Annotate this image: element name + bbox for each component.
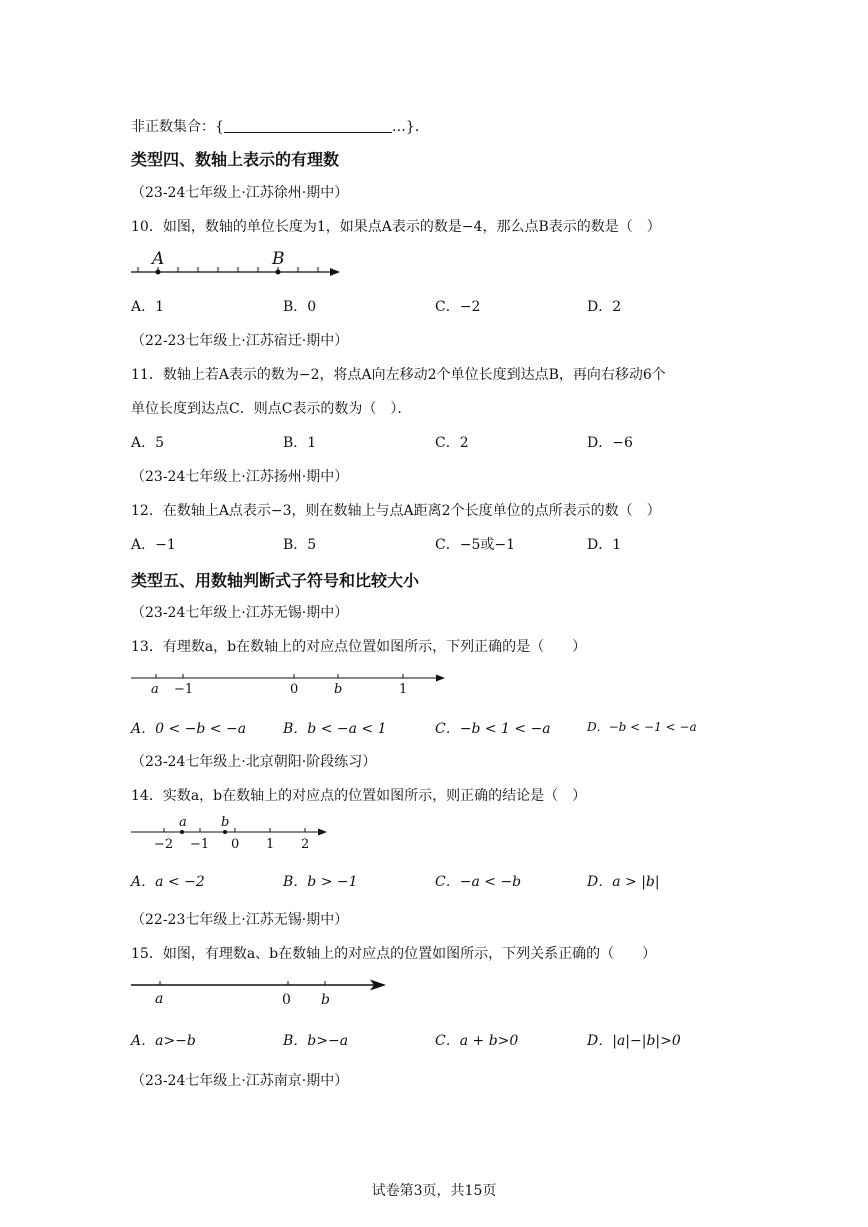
q15-source: （22-23七年级上·江苏无锡·期中）: [131, 912, 349, 928]
q11-text-line1: 11．数轴上若A表示的数为−2，将点A向左移动2个单位长度到达点B，再向右移动6个: [131, 367, 666, 383]
q10-option-d[interactable]: D．2: [587, 299, 622, 315]
q13-label-0: 0: [290, 682, 299, 697]
q13-label-neg1: −1: [174, 682, 194, 697]
q12-text: 12．在数轴上A点表示−3，则在数轴上与点A距离2个长度单位的点所表示的数（ ）: [131, 503, 661, 519]
q10-source: （23-24七年级上·江苏徐州·期中）: [131, 185, 349, 201]
q14-label-2: 2: [301, 837, 310, 852]
q14-source: （23-24七年级上·北京朝阳·阶段练习）: [131, 754, 377, 770]
q13-option-c[interactable]: C．−b < 1 < −a: [435, 721, 551, 737]
q13-option-b[interactable]: B．b < −a < 1: [283, 721, 387, 737]
q14-label-0: 0: [231, 837, 240, 852]
q12-source: （23-24七年级上·江苏扬州·期中）: [131, 469, 349, 485]
q14-label-b: b: [221, 815, 230, 830]
q15-label-b: b: [321, 992, 330, 1008]
q14-label-1: 1: [266, 837, 275, 852]
q14-option-c[interactable]: C．−a < −b: [435, 874, 522, 890]
q10-option-b[interactable]: B．0: [283, 299, 317, 315]
q13-source: （23-24七年级上·江苏无锡·期中）: [131, 605, 349, 621]
page-footer: 试卷第3页，共15页: [371, 1183, 497, 1199]
nonpositive-set-prefix: 非正数集合：{: [131, 119, 224, 135]
q13-number-line: [128, 668, 450, 702]
q11-source: （22-23七年级上·江苏宿迁·期中）: [131, 333, 349, 349]
q11-option-d[interactable]: D．−6: [587, 435, 633, 451]
q15-option-d[interactable]: D．|a|−|b|>0: [587, 1033, 681, 1049]
q14-text: 14．实数a，b在数轴上的对应点的位置如图所示，则正确的结论是（ ）: [131, 788, 587, 804]
q12-option-c[interactable]: C．−5或−1: [435, 537, 515, 553]
section-5-title: 类型五、用数轴判断式子符号和比较大小: [131, 571, 420, 590]
q13-label-a: a: [151, 682, 159, 697]
q10-label-a: A: [152, 249, 165, 269]
q10-number-line: [128, 248, 348, 282]
q11-option-b[interactable]: B．1: [283, 435, 317, 451]
q15-number-line: [128, 975, 390, 1011]
q14-label-a: a: [179, 815, 187, 830]
q14-label-neg2: −2: [154, 837, 174, 852]
q15-option-b[interactable]: B．b>−a: [283, 1033, 349, 1049]
q10-text: 10．如图，数轴的单位长度为1，如果点A表示的数是−4，那么点B表示的数是（ ）: [131, 219, 661, 235]
q14-number-line: [128, 812, 334, 852]
q15-label-0: 0: [282, 992, 291, 1008]
q10-label-b: B: [272, 249, 285, 269]
nonpositive-set-suffix: …}．: [391, 119, 429, 135]
q14-option-a[interactable]: A．a < −2: [131, 874, 205, 890]
q11-option-a[interactable]: A．5: [131, 435, 165, 451]
q15-option-c[interactable]: C．a + b>0: [435, 1033, 519, 1049]
q13-text: 13．有理数a，b在数轴上的对应点位置如图所示，下列正确的是（ ）: [131, 639, 587, 655]
q11-option-c[interactable]: C．2: [435, 435, 469, 451]
section-4-title: 类型四、数轴上表示的有理数: [131, 150, 340, 169]
q13-option-d[interactable]: D．−b < −1 < −a: [587, 720, 697, 734]
nonpositive-set-line: [131, 116, 429, 136]
q14-option-b[interactable]: B．b > −1: [283, 874, 358, 890]
answer-blank: [224, 118, 392, 133]
q12-option-d[interactable]: D．1: [587, 537, 622, 553]
q12-option-b[interactable]: B．5: [283, 537, 317, 553]
q13-label-b: b: [334, 682, 343, 697]
q13-option-a[interactable]: A．0 < −b < −a: [131, 721, 247, 737]
q10-option-c[interactable]: C．−2: [435, 299, 481, 315]
q14-label-neg1: −1: [190, 837, 210, 852]
q16-source: （23-24七年级上·江苏南京·期中）: [131, 1073, 349, 1089]
q13-label-1: 1: [399, 682, 408, 697]
q15-label-a: a: [155, 991, 164, 1007]
q10-option-a[interactable]: A．1: [131, 299, 165, 315]
q11-text-line2: 单位长度到达点C．则点C表示的数为（ ）．: [131, 401, 412, 417]
q12-option-a[interactable]: A．−1: [131, 537, 176, 553]
q14-option-d[interactable]: D．a > |b|: [587, 874, 660, 890]
q15-text: 15．如图，有理数a、b在数轴上的对应点的位置如图所示，下列关系正确的（ ）: [131, 946, 657, 962]
q15-option-a[interactable]: A．a>−b: [131, 1033, 196, 1049]
